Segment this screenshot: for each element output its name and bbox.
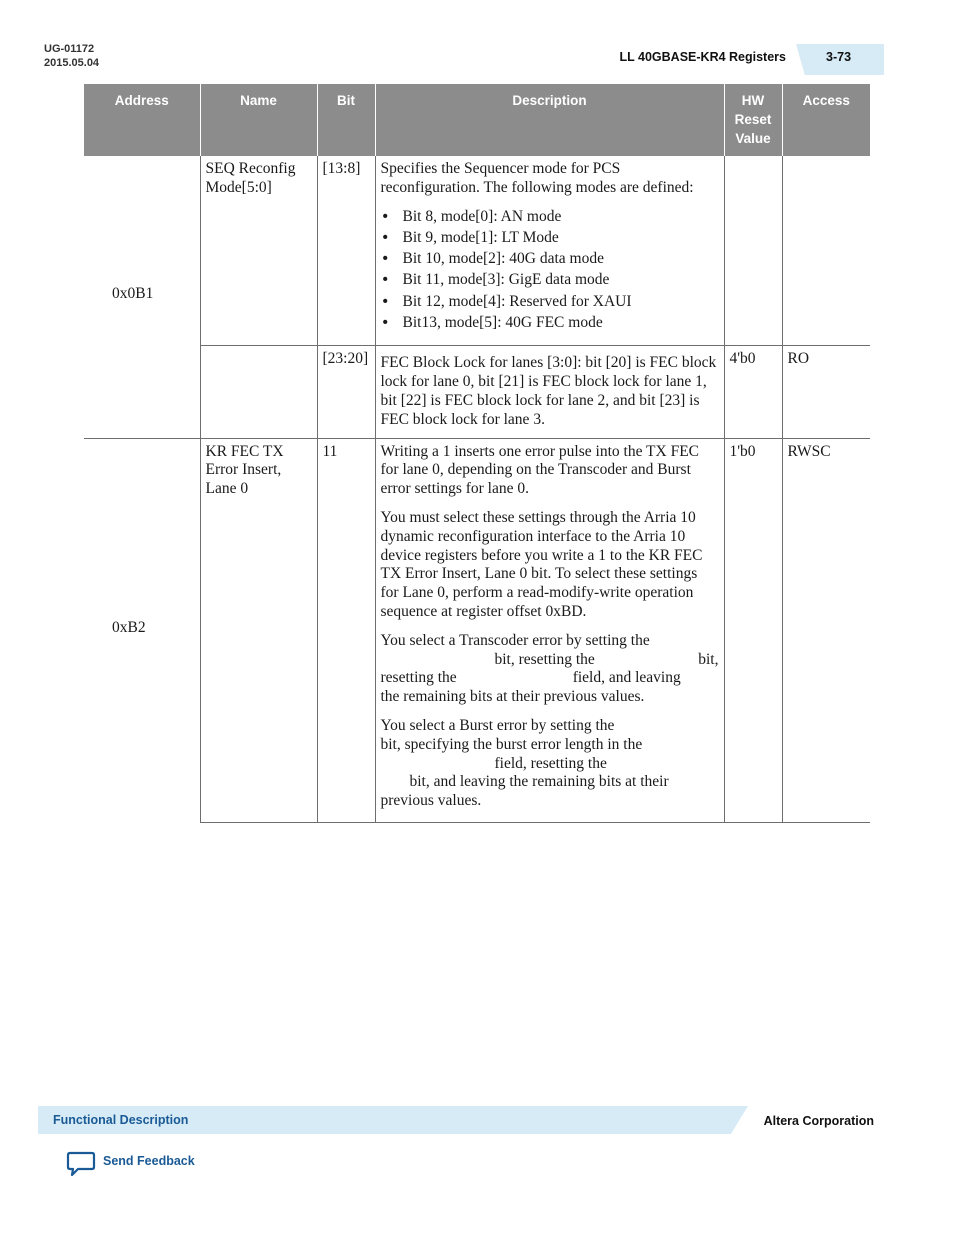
text-line	[381, 651, 719, 670]
list-item: • Bit13, mode[5]: 40G FEC mode	[403, 314, 719, 333]
description-paragraph: You must select these settings through the Arria 10 dynamic reconfiguration interface to the Arria 10 device registers before you write a 1 to the KR FEC TX Error Insert, Lane 0 bit. To select these settings for Lane 0, perform a read-modify-write operation sequence at register offset 0xBD.	[380, 508, 703, 620]
footer-company: Altera Corporation	[763, 1114, 874, 1128]
list-item: • Bit 9, mode[1]: LT Mode	[403, 229, 719, 248]
column-header-bit: Bit	[317, 84, 375, 156]
column-header-hw-reset-value: HW Reset Value	[724, 84, 782, 156]
access-cell: RO	[782, 346, 870, 438]
column-header-name: Name	[200, 84, 317, 156]
burst-error-paragraph	[381, 717, 719, 811]
address-cell: 0xB2	[112, 619, 146, 637]
access-cell: RWSC	[782, 438, 870, 822]
send-feedback-label[interactable]: Send Feedback	[103, 1154, 195, 1168]
list-item: • Bit 10, mode[2]: 40G data mode	[403, 250, 719, 269]
table-row	[84, 156, 870, 346]
reset-value-cell	[724, 156, 782, 346]
column-header-access: Access	[782, 84, 870, 156]
table-header-row	[84, 84, 870, 156]
list-item: • Bit 12, mode[4]: Reserved for XAUI	[403, 293, 719, 312]
list-item: • Bit 11, mode[3]: GigE data mode	[403, 271, 719, 290]
section-title: LL 40GBASE-KR4 Registers	[619, 50, 786, 64]
text-fragment: field, and leaving	[572, 669, 681, 687]
text-fragment: resetting the	[380, 669, 457, 687]
text-line	[381, 669, 719, 688]
reset-value-cell: 4'b0	[724, 346, 782, 438]
transcoder-error-paragraph	[381, 632, 719, 707]
description-cell	[375, 346, 724, 438]
text-line: You select a Burst error by setting the	[380, 716, 615, 734]
text-line: field, resetting the	[494, 754, 607, 772]
table-row	[84, 438, 870, 822]
bit-cell: 11	[317, 438, 375, 822]
footer-section-link[interactable]: Functional Description	[53, 1113, 189, 1127]
table-row	[84, 346, 870, 438]
list-item: • Bit 8, mode[0]: AN mode	[403, 208, 719, 227]
description-cell	[375, 438, 724, 822]
name-cell	[200, 346, 317, 438]
description-text: FEC Block Lock for lanes [3:0]: bit [20] is FEC block lock for lane 0, bit [21] is FEC block lock for lane 1, bit [22] is FEC block lock for lane 2, and bit [23] is FEC block lock for lane 3.	[380, 354, 717, 428]
description-intro: Specifies the Sequencer mode for PCS reconfiguration. The following modes are defined:	[380, 160, 694, 196]
name-cell: SEQ Reconfig Mode[5:0]	[200, 156, 317, 346]
text-line: bit, and leaving the remaining bits at their	[409, 773, 669, 791]
text-line: previous values.	[380, 792, 482, 810]
page-number: 3-73	[826, 50, 852, 64]
bit-cell: [23:20]	[317, 346, 375, 438]
doc-id: UG-01172	[44, 43, 95, 55]
description-paragraph: Writing a 1 inserts one error pulse into the TX FEC for lane 0, depending on the Transcoder and Burst error settings for lane 0.	[380, 442, 700, 498]
document-id-block	[44, 42, 99, 70]
name-cell: KR FEC TX Error Insert, Lane 0	[200, 438, 317, 822]
mode-list	[381, 208, 719, 333]
column-header-address: Address	[84, 84, 200, 156]
register-table	[84, 84, 870, 823]
description-cell	[375, 156, 724, 346]
text-line: You select a Transcoder error by setting the	[380, 631, 650, 649]
column-header-description: Description	[375, 84, 724, 156]
bit-cell: [13:8]	[317, 156, 375, 346]
reset-value-cell: 1'b0	[724, 438, 782, 822]
access-cell	[782, 156, 870, 346]
speech-bubble-icon	[66, 1150, 96, 1183]
text-fragment: bit,	[698, 650, 719, 668]
text-line: the remaining bits at their previous values.	[380, 688, 645, 706]
send-feedback-link[interactable]	[66, 1150, 195, 1180]
text-line: bit, specifying the burst error length in the	[380, 735, 643, 753]
doc-date: 2015.05.04	[44, 57, 100, 69]
address-cell: 0x0B1	[84, 156, 200, 438]
text-fragment: bit, resetting the	[494, 650, 595, 668]
